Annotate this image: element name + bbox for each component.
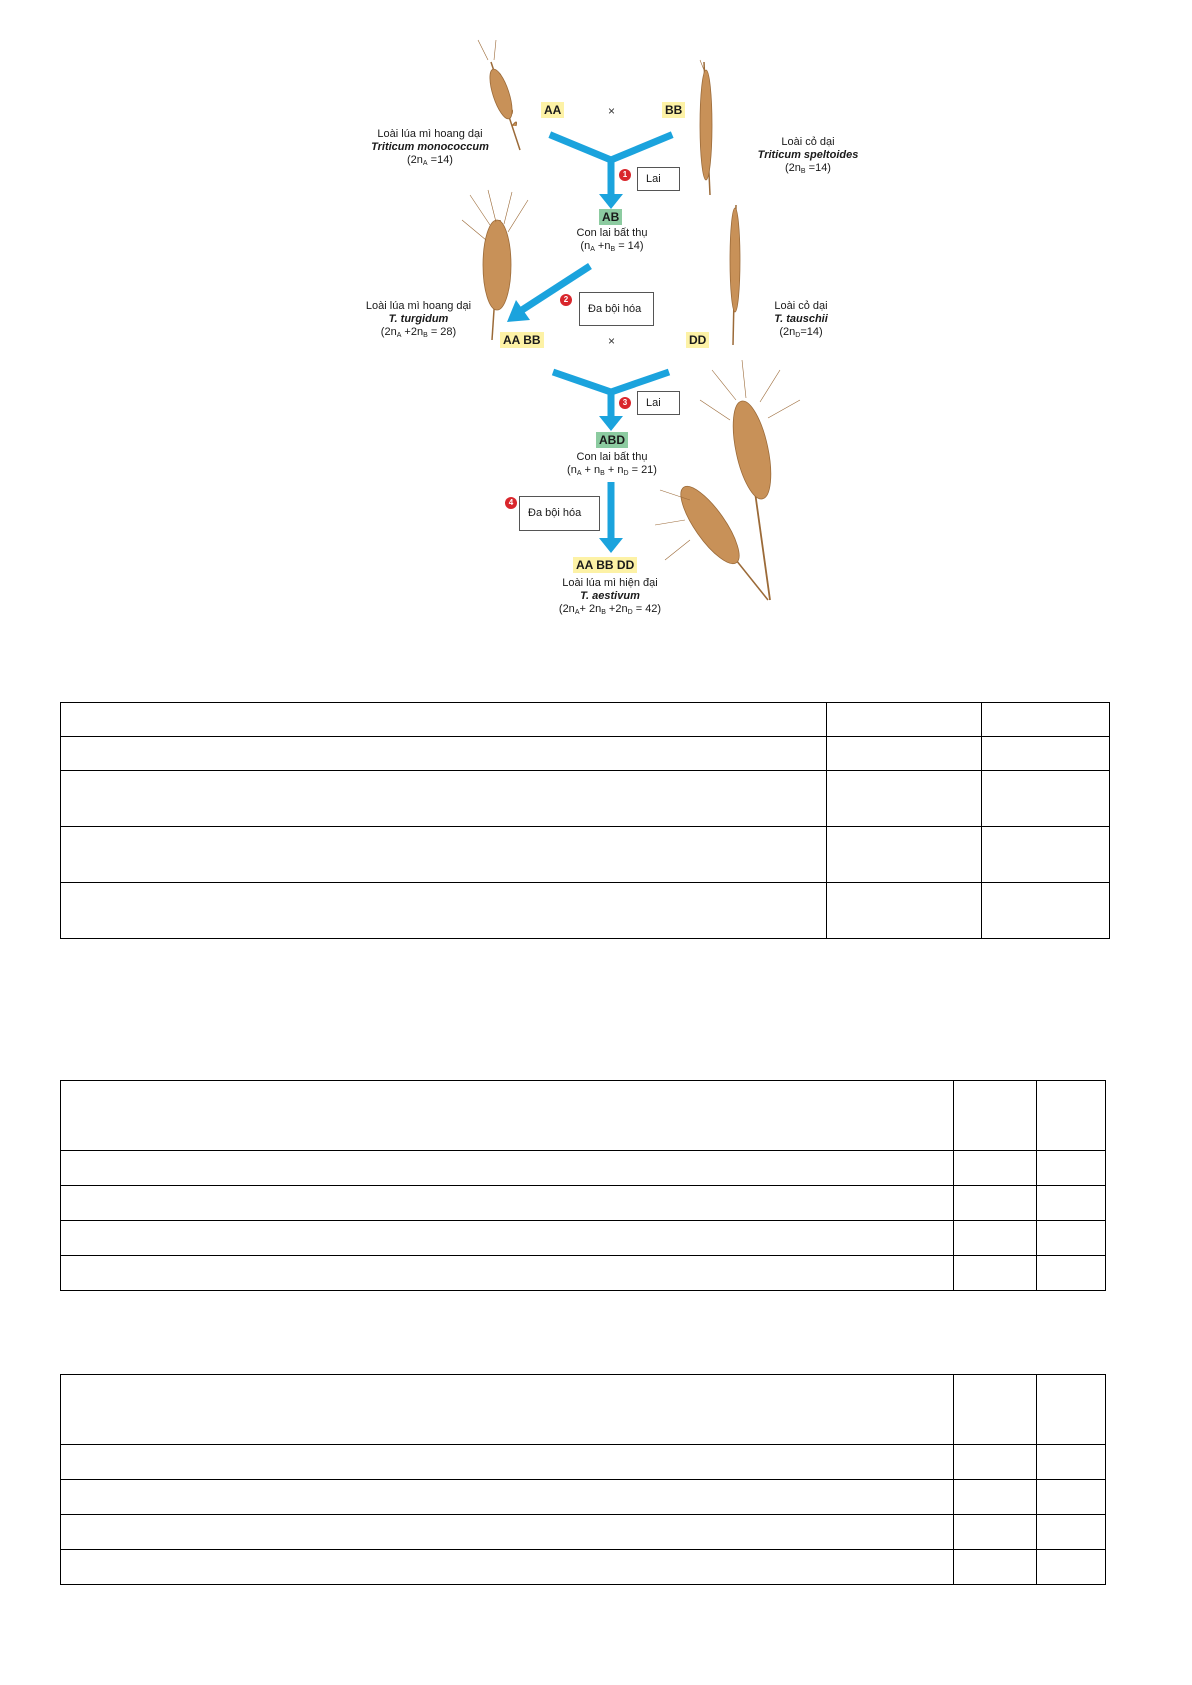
table-row [61,1186,1106,1221]
table-cell[interactable] [61,771,827,827]
genome-aabbdd-aestivum: AA BB DD [573,557,637,573]
tauschii-name: Loài cỏ dại [774,300,828,312]
turgidum-species: T. turgidum [388,313,449,325]
step-2-badge: 2 [560,294,572,306]
table-cell[interactable] [827,883,982,939]
step-4-badge: 4 [505,497,517,509]
table-cell[interactable] [982,827,1110,883]
answer-table-2 [60,1080,1106,1291]
table-cell[interactable] [61,1221,954,1256]
table-row [61,1081,1106,1151]
genome-abd-hybrid: ABD [596,432,628,448]
table-cell[interactable] [982,883,1110,939]
parent2-species: Triticum speltoides [757,149,859,161]
step-3-badge: 3 [619,397,631,409]
cross-arrow-1-head [599,194,623,209]
aestivum-name: Loài lúa mì hiện đại [562,577,658,589]
step-3-box: Lai [637,391,680,415]
table-cell[interactable] [61,1480,954,1515]
table-cell[interactable] [1037,1151,1106,1186]
table-cell[interactable] [1037,1081,1106,1151]
table-cell[interactable] [827,827,982,883]
table-row [61,883,1110,939]
parent2-label [748,136,868,178]
table-cell[interactable] [61,1186,954,1221]
table-cell[interactable] [61,1515,954,1550]
table-cell[interactable] [61,1550,954,1585]
table-cell[interactable] [982,771,1110,827]
tauschii-chromosome: $(2n_D=14)$ [779,326,823,339]
step-1-badge: 1 [619,169,631,181]
cross-symbol-2: × [608,334,616,348]
hybrid1-chromosome: $(n_A +n_B = 14)$ [580,240,644,253]
table-cell[interactable] [61,1081,954,1151]
table-cell[interactable] [954,1375,1037,1445]
step-4-box: Đa bội hóa [519,496,600,531]
aestivum-species: T. aestivum [580,590,640,602]
hybrid2-name: Con lai bất thụ [576,451,648,463]
wheat-speltoides-illustration [700,60,712,195]
hybrid1-label [560,227,664,256]
table-cell[interactable] [61,1256,954,1291]
table-row [61,737,1110,771]
table-cell[interactable] [954,1151,1037,1186]
table-cell[interactable] [1037,1375,1106,1445]
aestivum-label [540,577,680,619]
table-cell[interactable] [1037,1445,1106,1480]
genome-aa-parent1: AA [541,102,564,118]
answer-table-3 [60,1374,1106,1585]
genome-bb-parent2: BB [662,102,685,118]
hybrid1-name: Con lai bất thụ [576,227,648,239]
step-2-box: Đa bội hóa [579,292,654,326]
table-row [61,1151,1106,1186]
wheat-tauschii-illustration [730,205,740,345]
hybrid2-chromosome: $(n_A + n_B + n_D = 21)$ [567,464,657,477]
table-cell[interactable] [827,771,982,827]
turgidum-label [356,300,481,342]
table-row [61,1515,1106,1550]
table-cell[interactable] [1037,1186,1106,1221]
genome-dd-tauschii: DD [686,332,709,348]
table-cell[interactable] [954,1081,1037,1151]
table-row [61,703,1110,737]
cross-arrow-3-head [599,416,623,431]
table-cell[interactable] [982,737,1110,771]
cross-symbol-1: × [608,104,616,118]
table-cell[interactable] [61,1375,954,1445]
table-row [61,1445,1106,1480]
table-cell[interactable] [1037,1550,1106,1585]
tauschii-species: T. tauschii [774,313,828,325]
parent1-chromosome: $(2n_A =14)$ [407,154,453,167]
table-cell[interactable] [61,1151,954,1186]
table-cell[interactable] [954,1445,1037,1480]
table-row [61,827,1110,883]
aestivum-chromosome: $(2n_A+ 2n_B +2n_D = 42)$ [558,603,662,616]
genome-aabb-turgidum: AA BB [500,332,544,348]
table-cell[interactable] [61,1445,954,1480]
parent2-name: Loài cỏ dại [781,136,835,148]
table-cell[interactable] [1037,1256,1106,1291]
parent1-label [360,128,500,170]
table-cell[interactable] [61,703,827,737]
parent1-species: Triticum monococcum [371,141,489,153]
table-cell[interactable] [827,737,982,771]
polyploidy-arrow-4 [599,482,623,553]
table-cell[interactable] [954,1256,1037,1291]
table-row [61,1256,1106,1291]
polyploidy-arrow-2 [507,266,590,322]
genome-ab-hybrid: AB [599,209,622,225]
table-cell[interactable] [1037,1221,1106,1256]
table-row [61,1480,1106,1515]
step-1-box: Lai [637,167,680,191]
parent1-name: Loài lúa mì hoang dại [377,128,483,140]
table-cell[interactable] [1037,1480,1106,1515]
answer-table-1 [60,702,1110,939]
hybrid2-label [553,451,671,480]
table-cell[interactable] [61,883,827,939]
table-row [61,1375,1106,1445]
table-cell[interactable] [1037,1515,1106,1550]
table-cell[interactable] [982,703,1110,737]
table-row [61,771,1110,827]
table-cell[interactable] [827,703,982,737]
tauschii-label [765,300,837,342]
parent2-chromosome: $(2n_B =14)$ [785,162,831,175]
table-cell[interactable] [954,1186,1037,1221]
table-cell[interactable] [954,1221,1037,1256]
table-cell[interactable] [61,737,827,771]
table-cell[interactable] [954,1550,1037,1585]
turgidum-chromosome: $(2n_A +2n_B = 28)$ [380,326,457,339]
table-cell[interactable] [954,1480,1037,1515]
table-cell[interactable] [61,827,827,883]
table-row [61,1221,1106,1256]
table-row [61,1550,1106,1585]
table-cell[interactable] [954,1515,1037,1550]
turgidum-name: Loài lúa mì hoang dại [365,300,472,312]
